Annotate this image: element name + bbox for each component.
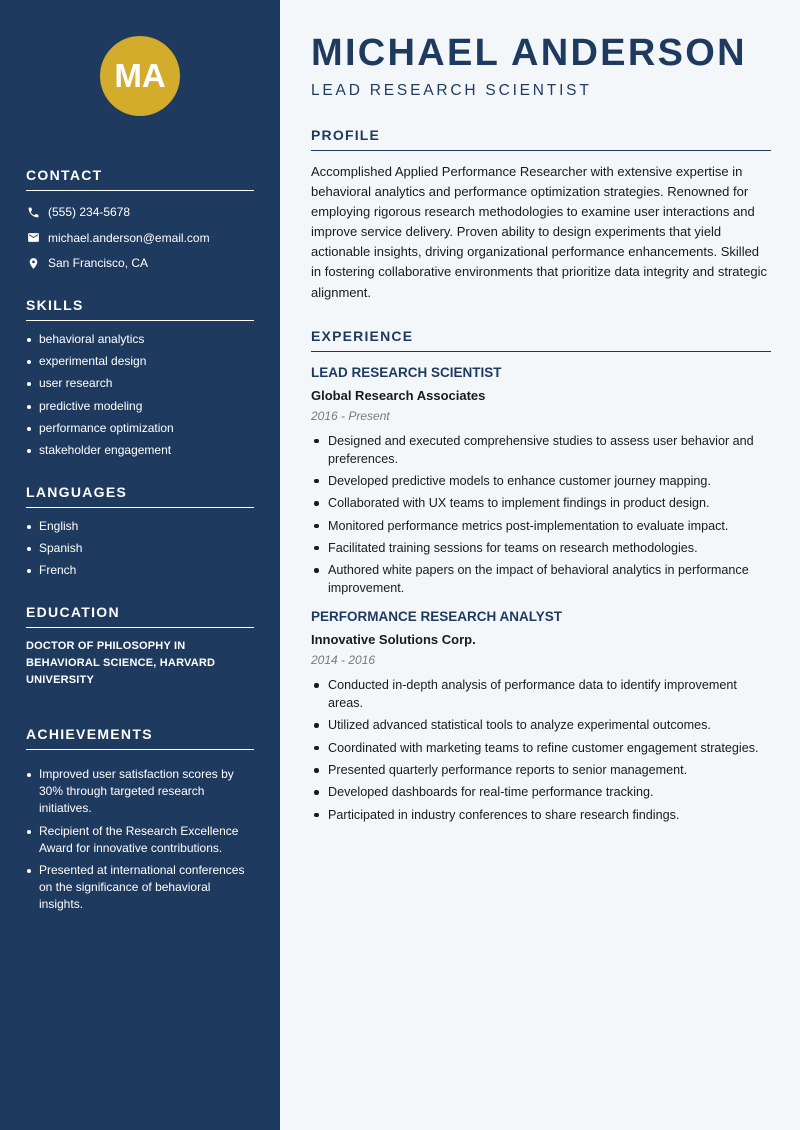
education-section — [26, 604, 254, 689]
languages-heading: LANGUAGES — [26, 484, 254, 508]
list-item: Improved user satisfaction scores by 30% through targeted research initiatives. — [26, 766, 254, 817]
achievements-heading: ACHIEVEMENTS — [26, 726, 254, 750]
contact-list — [26, 203, 254, 272]
candidate-name: MICHAEL ANDERSON — [311, 32, 747, 74]
contact-email — [26, 229, 254, 247]
job-company: Global Research Associates — [311, 387, 486, 403]
contact-section — [26, 167, 254, 272]
contact-heading: CONTACT — [26, 167, 254, 191]
avatar-initials: MA — [114, 57, 166, 94]
list-item: behavioral analytics — [26, 331, 254, 348]
list-item: Participated in industry conferences to share research findings. — [311, 806, 771, 824]
achievements-section — [26, 726, 254, 912]
list-item: English — [26, 518, 254, 535]
education-heading: EDUCATION — [26, 604, 254, 628]
languages-section — [26, 484, 254, 579]
candidate-title: LEAD RESEARCH SCIENTIST — [311, 82, 592, 99]
experience-section — [311, 328, 771, 824]
job-title: LEAD RESEARCH SCIENTIST — [311, 364, 502, 380]
avatar — [100, 36, 180, 116]
job-bullets — [311, 432, 771, 597]
email-text[interactable]: michael.anderson@email.com — [48, 230, 210, 245]
job-dates: 2016 - Present — [311, 408, 390, 423]
achievements-list — [26, 766, 254, 912]
job-title: PERFORMANCE RESEARCH ANALYST — [311, 609, 563, 625]
phone-text[interactable]: (555) 234-5678 — [48, 205, 131, 219]
job-entry — [311, 364, 771, 597]
contact-phone — [26, 203, 254, 221]
list-item: user research — [26, 375, 254, 392]
skills-heading: SKILLS — [26, 297, 254, 321]
list-item: Utilized advanced statistical tools to analyze experimental outcomes. — [311, 716, 771, 734]
job-bullets — [311, 676, 771, 823]
skills-section — [26, 297, 254, 459]
phone-icon — [26, 205, 40, 219]
list-item: French — [26, 562, 254, 579]
languages-list — [26, 518, 254, 579]
list-item: Recipient of the Research Excellence Award for innovative contributions. — [26, 823, 254, 857]
contact-location — [26, 254, 254, 272]
list-item: Authored white papers on the impact of behavioral analytics in performance improvement. — [311, 561, 771, 597]
list-item: predictive modeling — [26, 398, 254, 415]
email-icon — [26, 231, 40, 245]
profile-section — [311, 127, 771, 303]
job-company: Innovative Solutions Corp. — [311, 632, 476, 648]
list-item: Coordinated with marketing teams to refine customer engagement strategies. — [311, 739, 771, 757]
list-item: experimental design — [26, 353, 254, 370]
skills-list — [26, 331, 254, 459]
list-item: performance optimization — [26, 420, 254, 437]
profile-text: Accomplished Applied Performance Researcher with extensive expertise in behavioral analytics and performance optimization strategies. Renowned for employing rigorous research methodologies to examine user interactions and improve service delivery. Proven ability to design experiments that yield actionable insights, driving organizational performance enhancements. Skilled in fostering collaborative environments that prioritize data integrity and strategic alignment. — [311, 164, 767, 300]
main-content — [280, 0, 800, 1130]
list-item: Monitored performance metrics post-implementation to evaluate impact. — [311, 517, 771, 535]
list-item: Developed predictive models to enhance customer journey mapping. — [311, 472, 771, 490]
list-item: Developed dashboards for real-time performance tracking. — [311, 783, 771, 801]
sidebar — [0, 0, 280, 1130]
job-entry — [311, 608, 771, 823]
list-item: Presented quarterly performance reports to senior management. — [311, 761, 771, 779]
list-item: Collaborated with UX teams to implement findings in product design. — [311, 494, 771, 512]
education-degree: DOCTOR OF PHILOSOPHY IN BEHAVIORAL SCIENCE, HARVARD UNIVERSITY — [26, 640, 216, 687]
list-item: Designed and executed comprehensive studies to assess user behavior and preferences. — [311, 432, 771, 468]
job-dates: 2014 - 2016 — [311, 653, 376, 668]
location-text: San Francisco, CA — [48, 256, 149, 270]
list-item: stakeholder engagement — [26, 442, 254, 459]
profile-heading: PROFILE — [311, 127, 771, 151]
list-item: Facilitated training sessions for teams on research methodologies. — [311, 539, 771, 557]
list-item: Spanish — [26, 540, 254, 557]
experience-heading: EXPERIENCE — [311, 328, 771, 352]
list-item: Presented at international conferences on the significance of behavioral insights. — [26, 862, 254, 913]
location-pin-icon — [26, 256, 40, 270]
list-item: Conducted in-depth analysis of performance data to identify improvement areas. — [311, 676, 771, 712]
